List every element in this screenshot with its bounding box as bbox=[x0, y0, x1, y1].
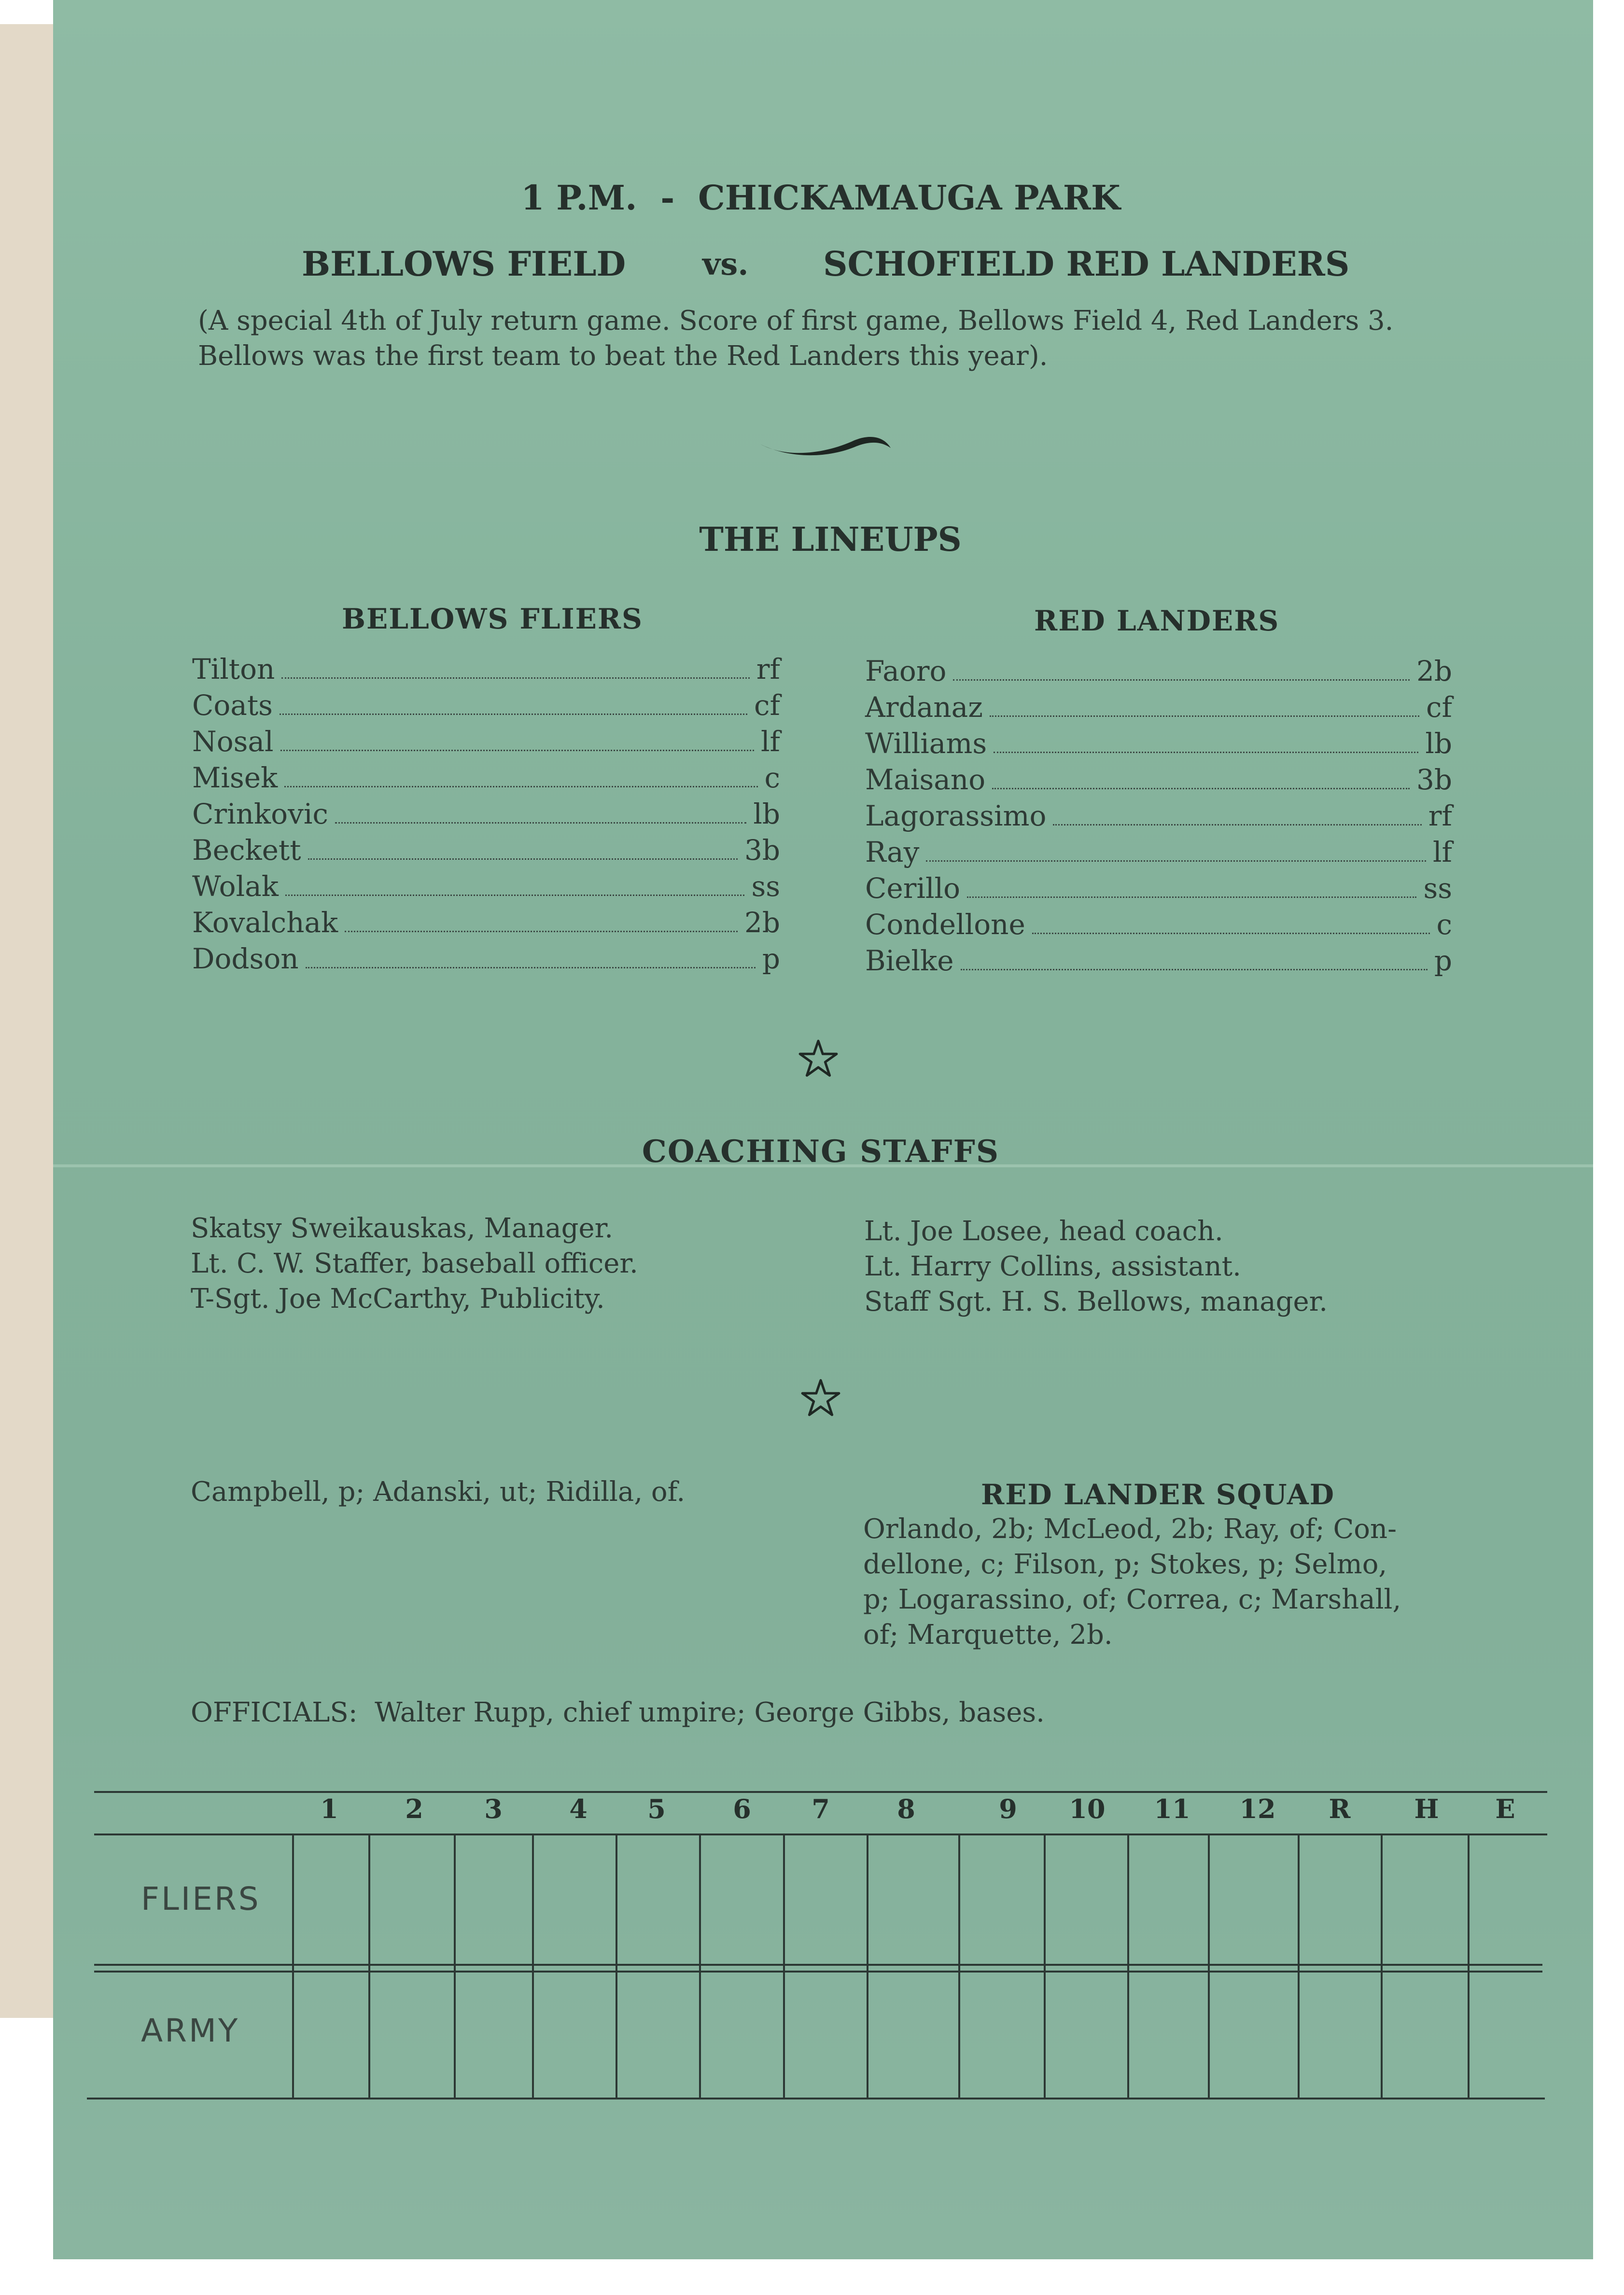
leader-dots bbox=[280, 750, 754, 751]
scoreboard-header-rule bbox=[94, 1833, 1547, 1835]
player-name: Tilton bbox=[192, 653, 275, 686]
lineup-row bbox=[865, 944, 1452, 977]
time-place-heading: 1 P.M. - CHICKAMAUGA PARK bbox=[521, 178, 1120, 218]
player-name: Crinkovic bbox=[192, 798, 328, 830]
player-name: Williams bbox=[865, 727, 987, 760]
game-note-line-2: Bellows was the first team to beat the Red Landers this year). bbox=[198, 340, 1048, 372]
player-name: Cerillo bbox=[865, 872, 960, 905]
player-position: lf bbox=[760, 725, 780, 758]
player-position: ss bbox=[751, 870, 780, 903]
scoreboard-divider bbox=[699, 1834, 701, 2098]
team-label-army: ARMY bbox=[141, 2012, 240, 2049]
player-position: rf bbox=[1428, 799, 1452, 832]
scoreboard-divider bbox=[1127, 1834, 1129, 2098]
inning-header-4: 4 bbox=[569, 1793, 588, 1824]
leader-dots bbox=[308, 858, 738, 860]
lineup-row bbox=[192, 942, 780, 975]
leader-dots bbox=[281, 677, 749, 679]
scoreboard-divider bbox=[616, 1834, 617, 2098]
leader-dots bbox=[284, 786, 757, 787]
coaching-staffs-title: COACHING STAFFS bbox=[642, 1134, 1000, 1170]
lineup-row bbox=[192, 761, 780, 794]
runs-header: R bbox=[1329, 1793, 1351, 1824]
player-position: cf bbox=[754, 689, 780, 722]
leader-dots bbox=[990, 715, 1419, 717]
scoreboard-divider bbox=[292, 1834, 294, 2098]
leader-dots bbox=[967, 896, 1416, 898]
leader-dots bbox=[280, 714, 747, 715]
inning-header-8: 8 bbox=[897, 1793, 915, 1824]
player-position: c bbox=[764, 761, 780, 794]
team-left-heading: BELLOWS FIELD bbox=[302, 244, 626, 284]
leader-dots bbox=[992, 788, 1410, 789]
red-landers-coach-1: Lt. Joe Losee, head coach. bbox=[864, 1216, 1223, 1247]
player-name: Kovalchak bbox=[192, 906, 338, 939]
player-position: 3b bbox=[744, 834, 780, 867]
team-label-fliers: FLIERS bbox=[141, 1880, 261, 1917]
program-page bbox=[53, 0, 1593, 2259]
lineup-row bbox=[865, 908, 1452, 941]
bellows-squad-text: Campbell, p; Adanski, ut; Ridilla, of. bbox=[191, 1476, 686, 1508]
red-lander-squad-title: RED LANDER SQUAD bbox=[981, 1478, 1335, 1511]
scoreboard-divider bbox=[1208, 1834, 1210, 2098]
bellows-fliers-title: BELLOWS FLIERS bbox=[342, 602, 643, 635]
red-lander-squad-line-1: Orlando, 2b; McLeod, 2b; Ray, of; Con- bbox=[863, 1513, 1397, 1545]
player-position: c bbox=[1436, 908, 1452, 941]
lineup-row bbox=[865, 691, 1452, 724]
lineup-row bbox=[865, 763, 1452, 796]
bellows-coach-1: Skatsy Sweikauskas, Manager. bbox=[191, 1213, 614, 1244]
leader-dots bbox=[953, 679, 1410, 681]
scoreboard-divider bbox=[1044, 1834, 1046, 2098]
inning-header-2: 2 bbox=[405, 1793, 423, 1824]
player-name: Misek bbox=[192, 761, 278, 794]
hits-header: H bbox=[1414, 1793, 1439, 1824]
lineup-row bbox=[192, 798, 780, 830]
inning-header-1: 1 bbox=[320, 1793, 338, 1824]
player-position: 2b bbox=[744, 906, 780, 939]
lineup-row bbox=[192, 725, 780, 758]
lineup-row bbox=[865, 727, 1452, 760]
player-name: Wolak bbox=[192, 870, 279, 903]
game-note-line-1: (A special 4th of July return game. Score of first game, Bellows Field 4, Red Landers 3. bbox=[198, 305, 1394, 336]
player-name: Lagorassimo bbox=[865, 799, 1047, 832]
scoreboard-middle-rule bbox=[94, 1964, 1542, 1966]
scoreboard-divider bbox=[783, 1834, 785, 2098]
inning-header-6: 6 bbox=[733, 1793, 751, 1824]
red-landers-title: RED LANDERS bbox=[1034, 604, 1280, 637]
lineup-row bbox=[865, 655, 1452, 687]
lineup-row bbox=[192, 653, 780, 686]
player-name: Bielke bbox=[865, 944, 954, 977]
leader-dots bbox=[994, 752, 1418, 753]
red-lander-squad-line-3: p; Logarassino, of; Correa, c; Marshall, bbox=[863, 1584, 1401, 1615]
player-position: p bbox=[762, 942, 780, 975]
lineups-title: THE LINEUPS bbox=[699, 520, 962, 559]
scoreboard-divider bbox=[958, 1834, 960, 2098]
lineup-row bbox=[192, 834, 780, 867]
player-position: lb bbox=[753, 798, 780, 830]
scoreboard-row-rule bbox=[94, 1971, 1542, 1973]
team-right-heading: SCHOFIELD RED LANDERS bbox=[823, 244, 1350, 284]
inning-header-11: 11 bbox=[1154, 1793, 1190, 1824]
leader-dots bbox=[1032, 933, 1430, 934]
inning-header-5: 5 bbox=[647, 1793, 666, 1824]
player-position: ss bbox=[1423, 872, 1452, 905]
scoreboard-divider bbox=[454, 1834, 456, 2098]
player-name: Maisano bbox=[865, 763, 986, 796]
player-position: p bbox=[1434, 944, 1452, 977]
player-name: Beckett bbox=[192, 834, 301, 867]
scoreboard-divider bbox=[1381, 1834, 1383, 2098]
player-name: Ardanaz bbox=[865, 691, 983, 724]
bellows-coach-2: Lt. C. W. Staffer, baseball officer. bbox=[191, 1248, 638, 1279]
inning-header-12: 12 bbox=[1239, 1793, 1276, 1824]
player-name: Faoro bbox=[865, 655, 947, 687]
player-position: cf bbox=[1426, 691, 1452, 724]
lineup-row bbox=[865, 872, 1452, 905]
lineup-row bbox=[865, 799, 1452, 832]
errors-header: E bbox=[1495, 1793, 1515, 1824]
red-lander-squad-line-4: of; Marquette, 2b. bbox=[863, 1619, 1113, 1651]
inning-header-9: 9 bbox=[999, 1793, 1017, 1824]
scoreboard-divider bbox=[368, 1834, 370, 2098]
lineup-row bbox=[192, 689, 780, 722]
inning-header-3: 3 bbox=[484, 1793, 503, 1824]
leader-dots bbox=[306, 967, 756, 968]
scoreboard-divider bbox=[1298, 1834, 1300, 2098]
player-position: lb bbox=[1425, 727, 1452, 760]
scoreboard-divider bbox=[867, 1834, 868, 2098]
scoreboard-divider bbox=[532, 1834, 534, 2098]
inning-header-10: 10 bbox=[1069, 1793, 1106, 1824]
swash-ornament bbox=[758, 425, 893, 463]
red-landers-coach-3: Staff Sgt. H. S. Bellows, manager. bbox=[864, 1286, 1328, 1317]
player-position: 2b bbox=[1416, 655, 1452, 687]
player-name: Nosal bbox=[192, 725, 274, 758]
leader-dots bbox=[1053, 824, 1421, 826]
red-lander-squad-line-2: dellone, c; Filson, p; Stokes, p; Selmo, bbox=[863, 1549, 1387, 1580]
scoreboard-bottom-rule bbox=[87, 2098, 1545, 2099]
officials-line: OFFICIALS: Walter Rupp, chief umpire; George Gibbs, bases. bbox=[191, 1697, 1045, 1728]
scoreboard-divider bbox=[1468, 1834, 1470, 2098]
inning-header-7: 7 bbox=[812, 1793, 830, 1824]
player-name: Dodson bbox=[192, 942, 299, 975]
red-landers-coach-2: Lt. Harry Collins, assistant. bbox=[864, 1251, 1241, 1282]
player-position: lf bbox=[1432, 836, 1452, 868]
versus-label: vs. bbox=[702, 246, 749, 282]
player-position: 3b bbox=[1416, 763, 1452, 796]
leader-dots bbox=[285, 895, 745, 896]
leader-dots bbox=[961, 969, 1428, 970]
lineup-row bbox=[192, 906, 780, 939]
lineup-row bbox=[865, 836, 1452, 868]
bellows-coach-3: T-Sgt. Joe McCarthy, Publicity. bbox=[191, 1283, 605, 1315]
leader-dots bbox=[335, 822, 746, 824]
leader-dots bbox=[345, 931, 738, 932]
star-ornament bbox=[799, 1378, 842, 1417]
star-ornament bbox=[797, 1039, 840, 1078]
player-name: Ray bbox=[865, 836, 920, 868]
player-name: Coats bbox=[192, 689, 273, 722]
lineup-row bbox=[192, 870, 780, 903]
player-name: Condellone bbox=[865, 908, 1025, 941]
leader-dots bbox=[926, 860, 1426, 862]
scoreboard-top-rule bbox=[94, 1791, 1547, 1793]
player-position: rf bbox=[756, 653, 780, 686]
